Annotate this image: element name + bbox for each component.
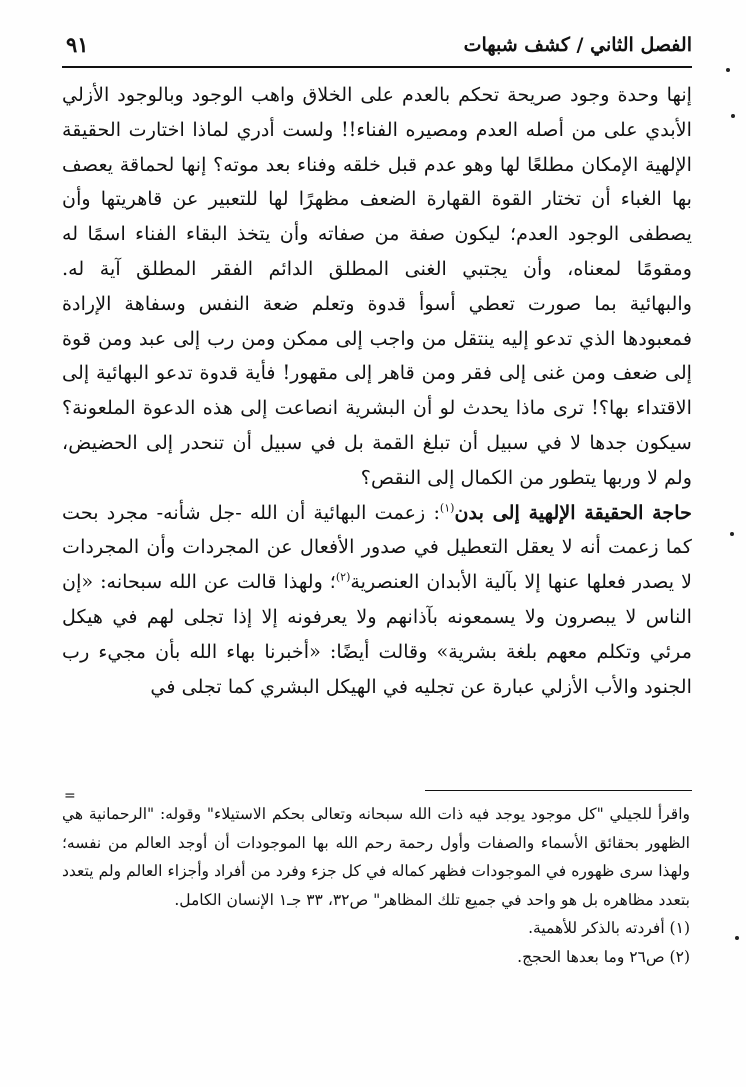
margin-speck (726, 68, 730, 72)
footnote-1: (١) أفردته بالذكر للأهمية. (528, 919, 690, 938)
paragraph-1: إنها وحدة وجود صريحة تحكم بالعدم على الخلاق واهب الوجود وبالوجود الأزلي الأبدي على من أصله العدم ومصيره الفناء!! ولست أدري لماذا اختارت الحقيقة الإلهية الإمكان مطلعًا لها وهو عدم قبل خلقه وفناء بعد موته؟ إنها لحماقة يعصف بها الغباء أن تختار القوة القهارة الضعف مظهرًا لها للتعبير عن قاهريتها وأن يصطفى الوجود العدم؛ ليكون صفة من صفاته وأن يتخذ البقاء الفناء اسمًا له ومقومًا لمعناه، وأن يجتبي الغنى المطلق الدائم الفقر المطلق آية له. (62, 83, 692, 280)
chapter-title: الفصل الثاني / كشف شبهات (463, 34, 692, 56)
margin-speck (735, 936, 739, 940)
footnote-ref-2[interactable]: (٢) (335, 570, 351, 584)
main-text (62, 78, 692, 704)
margin-speck (731, 114, 735, 118)
paragraph-3-text-b: ؛ ولهذا قالت عن الله سبحانه: «إن الناس لا يبصرون ولا يسمعونه بآذانهم ولا يعرفونه إلا إذا تجلى لهم في هيكل مرئي وتكلم معهم بلغة بشرية» وقالت أيضًا: «أخبرنا بهاء الله بأن مجيء رب الجنود والأب الأزلي عبارة عن تجليه في الهيكل البشري كما تجلى في (62, 570, 692, 698)
paragraph-2: والبهائية بما صورت تعطي أسوأ قدوة وتعلم ضعة النفس وسفاهة الإرادة فمعبودها الذي تدعو إليه ينتقل من واجب إلى ممكن ومن رب إلى عبد ومن قوة إلى ضعف ومن غنى إلى فقر ومن قاهر إلى مقهور! فأية قدوة تدعو البهائية إلى الاقتداء بها؟! ترى ماذا يحدث لو أن البشرية انصاعت إلى هذه الدعوة الملعونة؟ سيكون جدها لا في سبيل أن تبلغ القمة بل في سبيل أن تنحدر إلى الحضيض، ولم لا وربها يتطور من الكمال إلى النقص؟ (62, 291, 692, 489)
footnote-continuation-mark: = (64, 788, 76, 804)
footnotes (62, 800, 690, 972)
margin-speck (730, 532, 734, 536)
page-number: ٩١ (66, 32, 89, 57)
header-rule (62, 66, 692, 68)
paragraph-3 (62, 496, 692, 705)
footnote-continued: واقرأ للجيلي "كل موجود يوجد فيه ذات الله سبحانه وتعالى بحكم الاستيلاء" وقوله: "الرحمانية هي الظهور بحقائق الأسماء والصفات وأول رحمة رحم الله بها الموجودات أن أوجد العالم من نفسه؛ ولهذا سرى ظهوره في الموجودات فظهر كماله في كل جزء وفرد من أفراد وأجزاء العالم ولم يتعدد بتعدد مظاهره بل هو واحد في جميع تلك المظاهر" ص٣٢، ٣٣ جـ١ الإنسان الكامل. (62, 805, 690, 909)
section-heading: حاجة الحقيقة الإلهية إلى بدن (454, 500, 692, 524)
footnote-ref-1[interactable]: (١) (439, 501, 455, 515)
paragraph-3-text-a: : زعمت البهائية أن الله -جل شأنه- مجرد بحت كما زعمت أنه لا يعقل التعطيل في صدور الأفعال عن المجردات وأن المجردات لا يصدر فعلها عنها إلا بآلية الأبدان العنصرية (62, 500, 693, 594)
footnote-rule (425, 790, 692, 791)
running-header (62, 30, 692, 64)
footnote-2: (٢) ص٢٦ وما بعدها الحجج. (517, 947, 690, 966)
